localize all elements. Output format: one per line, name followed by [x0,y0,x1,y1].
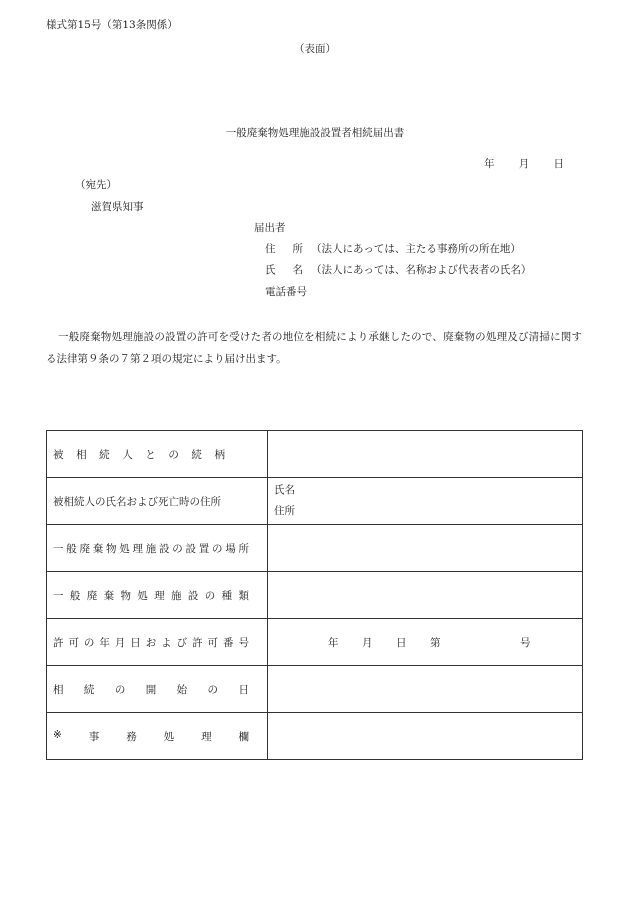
label-char: の [172,542,183,555]
label-char: 事 [88,730,100,743]
label-char: の [114,683,126,696]
label-char: 理 [154,589,165,602]
inheritance-start-field[interactable] [268,666,583,713]
label-char: 理 [132,542,143,555]
label-char: 般 [66,542,77,555]
office-use-label [47,713,268,760]
label-char: 続 [99,448,110,461]
phone-label: 電話番号 [265,286,307,298]
permit-dai-label: 第 [430,636,441,649]
label-char: 開 [145,683,157,696]
side-label: （表面） [294,43,336,55]
label-char: 始 [176,683,188,696]
label-char: 許 [53,636,64,649]
permit-date-number-label [47,619,268,666]
notifier-name-line [265,265,531,276]
label-char: の [168,448,179,461]
permit-year-label: 年 [328,636,339,649]
label-char: の [207,683,219,696]
label-char: 被 [53,448,64,461]
declaration-text: 一般廃棄物処理施設の設置の許可を受けた者の地位を相続により承継したので、廃棄物の処理及び清掃に関する法律第９条の７第２項の規定により届け出ます。 [46,331,582,365]
address-label: 住 所 [265,243,303,255]
inheritance-start-label [47,666,268,713]
table-row [47,619,583,666]
label-char: 般 [69,589,81,602]
permit-month-label: 月 [362,636,373,649]
relationship-field[interactable] [268,431,583,478]
table-row [47,525,583,572]
table-row [47,713,583,760]
date-year-label: 年 [484,158,495,170]
label-char: 処 [119,542,130,555]
name-label: 氏 名 [265,264,303,276]
label-char: 号 [238,636,249,649]
label-char: よ [161,636,172,649]
label-char: 人 [122,448,133,461]
form-number: 様式第15号（第13条関係） [46,19,178,31]
table-row [47,478,583,525]
decedent-field[interactable] [268,478,583,525]
label-char: 物 [106,542,117,555]
label-char: 場 [225,542,236,555]
permit-date-number-field[interactable] [268,619,583,666]
label-char: 一 [53,589,64,602]
label-char: 置 [198,542,210,555]
document-title: 一般廃棄物処理施設設置者相続届出書 [225,127,405,139]
notifier-label: 届出者 [254,222,286,234]
label-char: 種 [221,589,233,602]
label-char: 施 [145,542,157,555]
decedent-label: 被相続人の氏名および死亡時の住所 [47,478,268,525]
label-char: 許 [192,636,203,649]
label-char: 廃 [86,589,98,602]
date-day-label: 日 [553,158,564,170]
permit-day-label: 日 [396,636,407,649]
permit-go-label: 号 [520,636,531,649]
label-char: の [204,589,216,602]
label-char: 続 [83,683,95,696]
label-char: 日 [130,636,141,649]
label-char: 処 [163,730,175,743]
label-char: 続 [191,448,202,461]
facility-type-field[interactable] [268,572,583,619]
label-char: お [145,636,157,649]
decedent-address-label: 住所 [274,505,295,517]
label-char: 月 [114,636,126,649]
label-char: び [176,636,188,649]
date-month-label: 月 [518,158,530,170]
facility-type-label [47,572,268,619]
label-char: 可 [68,636,79,649]
label-char: 棄 [103,589,115,602]
label-char: 類 [238,589,249,602]
label-char: 番 [222,636,234,649]
notifier-address-line [265,244,521,255]
table-row [47,431,583,478]
label-char: 柄 [214,448,225,461]
label-char: の [212,542,223,555]
label-char: 廃 [79,542,90,555]
label-char: 一 [53,542,64,555]
label-char: 可 [207,636,219,649]
inheritance-form-table [46,430,583,760]
label-char: 日 [238,683,249,696]
label-char: 設 [187,589,199,602]
label-char: 年 [99,636,110,649]
label-char: 務 [126,730,137,743]
addressee-name: 滋賀県知事 [91,201,144,213]
label-char: ※ [53,728,62,741]
table-row [47,572,583,619]
label-char: 棄 [92,542,104,555]
label-char: と [145,448,156,461]
label-char: 相 [53,683,64,696]
facility-location-field[interactable] [268,525,583,572]
address-note: （法人にあっては、主たる事務所の所在地） [311,243,521,255]
label-char: 相 [76,448,87,461]
label-char: の [83,636,95,649]
name-note: （法人にあっては、名称および代表者の氏名） [311,264,532,276]
label-char: 設 [185,542,196,555]
label-char: 処 [137,589,148,602]
facility-location-label [47,525,268,572]
label-char: 理 [201,730,212,743]
date-line [484,159,564,170]
label-char: 施 [171,589,182,602]
label-char: 物 [120,589,131,602]
decedent-name-label: 氏名 [274,484,295,496]
office-use-field [268,713,583,760]
label-char: 設 [159,542,170,555]
table-row [47,666,583,713]
addressee-label: （宛先） [75,179,117,191]
label-char: 所 [238,542,249,555]
label-char: 欄 [238,730,249,743]
relationship-label [47,431,268,478]
